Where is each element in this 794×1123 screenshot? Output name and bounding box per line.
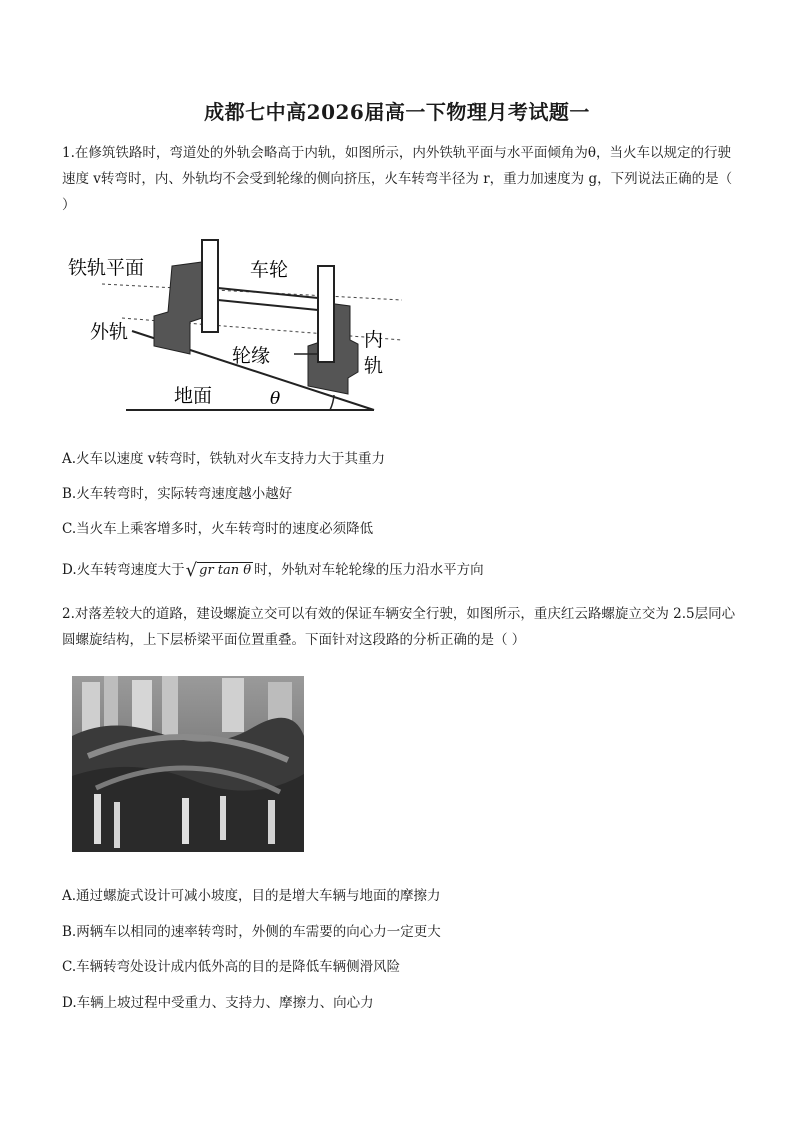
q1-option-d <box>62 558 484 581</box>
q2-option-d: D.车辆上坡过程中受重力、支持力、摩擦力、向心力 <box>62 995 374 1011</box>
label-theta: θ <box>270 389 281 409</box>
question-2-stem: 2.对落差较大的道路，建设螺旋立交可以有效的保证车辆安全行驶，如图所示，重庆红云路螺旋立交为 2.5层同心圆螺旋结构，上下层桥梁平面位置重叠。下面针对这段路的分析正确的是（ ） <box>62 606 736 648</box>
q1-option-c: C.当火车上乘客增多时，火车转弯时的速度必须降低 <box>62 521 374 537</box>
q1-option-d-suffix: 时，外轨对车轮轮缘的压力沿水平方向 <box>254 562 484 578</box>
sqrt-expression: √ gr tan θ <box>185 560 252 581</box>
q1-option-d-prefix: D.火车转弯速度大于 <box>62 562 185 578</box>
label-wheel: 车轮 <box>250 259 289 281</box>
q1-option-b: B.火车转弯时，实际转弯速度越小越好 <box>62 486 293 502</box>
label-rail-plane: 铁轨平面 <box>68 257 145 279</box>
question-1-stem: 1.在修筑铁路时，弯道处的外轨会略高于内轨，如图所示，内外铁轨平面与水平面倾角为θ，当火车以规定的行驶速度 v转弯时，内、外轨均不会受到轮缘的侧向挤压，火车转弯半径为 r，重力加速度为 g，下列说法正确的是（ ） <box>62 145 733 213</box>
label-inner: 内 <box>364 329 384 351</box>
label-rail: 轨 <box>364 355 384 377</box>
spiral-interchange-photo <box>72 676 304 852</box>
label-flange: 轮缘 <box>232 345 271 367</box>
q2-option-a: A.通过螺旋式设计可减小坡度，目的是增大车辆与地面的摩擦力 <box>62 888 441 904</box>
page-title: 成都七中高2026届高一下物理月考试题一 <box>204 100 590 124</box>
rail-diagram <box>62 236 412 416</box>
q2-option-c: C.车辆转弯处设计成内低外高的目的是降低车辆侧滑风险 <box>62 959 401 975</box>
q1-option-a: A.火车以速度 v转弯时，铁轨对火车支持力大于其重力 <box>62 451 385 467</box>
label-outer-rail: 外轨 <box>90 321 129 343</box>
q2-option-b: B.两辆车以相同的速率转弯时，外侧的车需要的向心力一定更大 <box>62 924 441 940</box>
label-ground: 地面 <box>174 385 213 407</box>
sqrt-argument: gr tan θ <box>199 563 252 578</box>
